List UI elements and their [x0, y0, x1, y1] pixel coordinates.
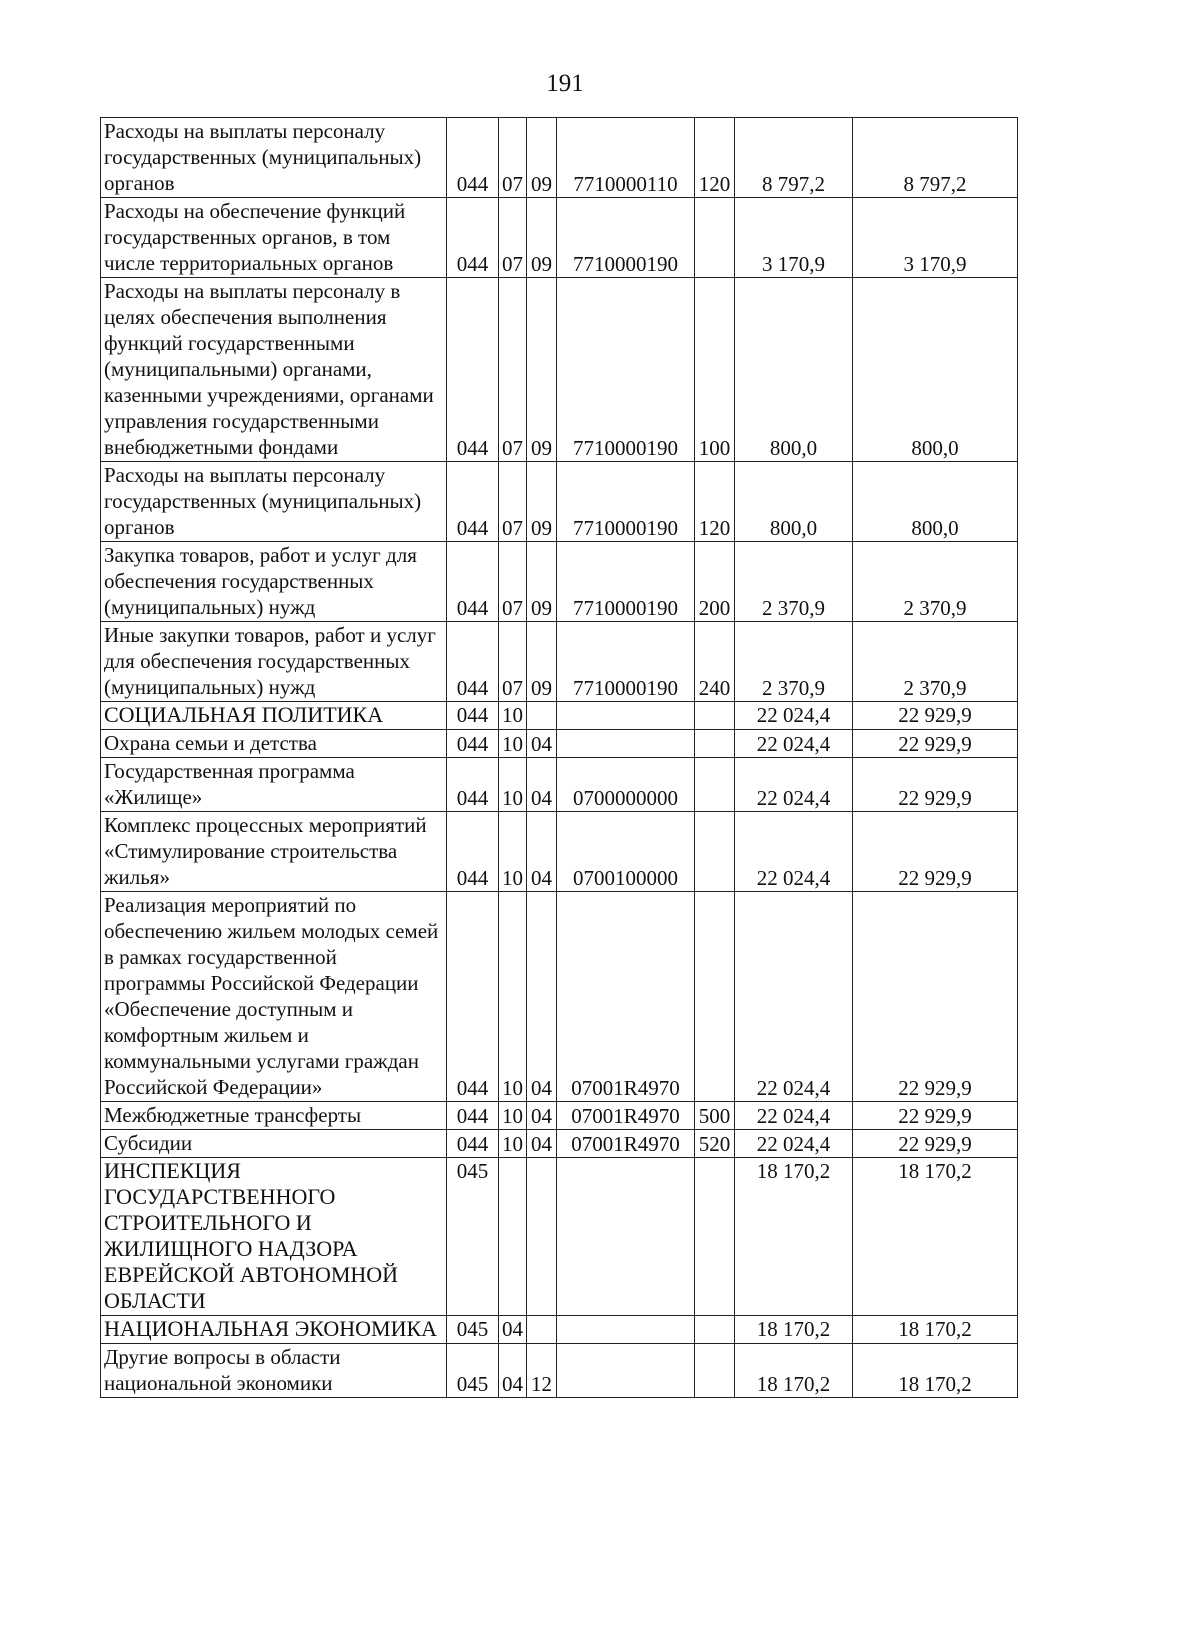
- row-name-cell: Государственная программа «Жилище»: [101, 758, 447, 812]
- table-row: [101, 812, 1018, 892]
- grbs-code-cell: 044: [447, 542, 499, 622]
- amount-year1-cell: 800,0: [735, 278, 853, 462]
- row-name-cell: Другие вопросы в области национальной экономики: [101, 1344, 447, 1398]
- amount-year1-cell: 22 024,4: [735, 892, 853, 1102]
- subsection-code-cell: 09: [527, 278, 557, 462]
- row-name-cell: Охрана семьи и детства: [101, 730, 447, 758]
- row-name-cell: ИНСПЕКЦИЯ ГОСУДАРСТВЕННОГО СТРОИТЕЛЬНОГО И ЖИЛИЩНОГО НАДЗОРА ЕВРЕЙСКОЙ АВТОНОМНОЙ ОБЛАСТИ: [101, 1158, 447, 1316]
- section-code-cell: 07: [499, 118, 527, 198]
- amount-year1-cell: 22 024,4: [735, 812, 853, 892]
- target-article-cell: [557, 1158, 695, 1316]
- expense-type-cell: [695, 1344, 735, 1398]
- amount-year2-cell: 800,0: [853, 462, 1018, 542]
- target-article-cell: [557, 730, 695, 758]
- target-article-cell: 7710000190: [557, 622, 695, 702]
- section-code-cell: 04: [499, 1316, 527, 1344]
- target-article-cell: 0700100000: [557, 812, 695, 892]
- grbs-code-cell: 044: [447, 622, 499, 702]
- amount-year2-cell: 800,0: [853, 278, 1018, 462]
- grbs-code-cell: 044: [447, 730, 499, 758]
- target-article-cell: 7710000190: [557, 278, 695, 462]
- grbs-code-cell: 044: [447, 1102, 499, 1130]
- subsection-code-cell: [527, 1316, 557, 1344]
- table-row: [101, 1344, 1018, 1398]
- amount-year2-cell: 22 929,9: [853, 1130, 1018, 1158]
- section-code-cell: 07: [499, 198, 527, 278]
- row-name-cell: СОЦИАЛЬНАЯ ПОЛИТИКА: [101, 702, 447, 730]
- subsection-code-cell: 09: [527, 542, 557, 622]
- subsection-code-cell: 09: [527, 462, 557, 542]
- target-article-cell: 07001R4970: [557, 892, 695, 1102]
- section-code-cell: 10: [499, 892, 527, 1102]
- target-article-cell: 0700000000: [557, 758, 695, 812]
- row-name-cell: Реализация мероприятий по обеспечению жильем молодых семей в рамках государственной программы Российской Федерации «Обеспечение доступным и комфортным жильем и коммунальными услугами граждан Российской Федерации»: [101, 892, 447, 1102]
- amount-year1-cell: 22 024,4: [735, 1102, 853, 1130]
- table-row: [101, 542, 1018, 622]
- table-row: [101, 1316, 1018, 1344]
- expense-type-cell: [695, 812, 735, 892]
- amount-year2-cell: 22 929,9: [853, 1102, 1018, 1130]
- page-number: 191: [546, 70, 584, 97]
- section-code-cell: 04: [499, 1344, 527, 1398]
- amount-year2-cell: 22 929,9: [853, 730, 1018, 758]
- amount-year2-cell: 22 929,9: [853, 702, 1018, 730]
- table-row: [101, 118, 1018, 198]
- table-row: [101, 198, 1018, 278]
- section-code-cell: 10: [499, 758, 527, 812]
- row-name-cell: Расходы на выплаты персоналу в целях обеспечения выполнения функций государственными (муниципальными) органами, казенными учреждениями, органами управления государственными внебюджетными фондами: [101, 278, 447, 462]
- amount-year2-cell: 18 170,2: [853, 1316, 1018, 1344]
- row-name-cell: Расходы на выплаты персоналу государственных (муниципальных) органов: [101, 462, 447, 542]
- row-name-cell: НАЦИОНАЛЬНАЯ ЭКОНОМИКА: [101, 1316, 447, 1344]
- amount-year1-cell: 22 024,4: [735, 702, 853, 730]
- amount-year1-cell: 22 024,4: [735, 758, 853, 812]
- target-article-cell: 7710000190: [557, 462, 695, 542]
- amount-year2-cell: 18 170,2: [853, 1158, 1018, 1316]
- amount-year2-cell: 2 370,9: [853, 622, 1018, 702]
- table-row: [101, 462, 1018, 542]
- amount-year1-cell: 800,0: [735, 462, 853, 542]
- amount-year2-cell: 22 929,9: [853, 892, 1018, 1102]
- subsection-code-cell: 04: [527, 892, 557, 1102]
- subsection-code-cell: [527, 1158, 557, 1316]
- subsection-code-cell: 04: [527, 1102, 557, 1130]
- grbs-code-cell: 045: [447, 1344, 499, 1398]
- target-article-cell: [557, 702, 695, 730]
- table-row: [101, 702, 1018, 730]
- amount-year1-cell: 22 024,4: [735, 1130, 853, 1158]
- expense-type-cell: 120: [695, 462, 735, 542]
- amount-year2-cell: 18 170,2: [853, 1344, 1018, 1398]
- grbs-code-cell: 044: [447, 198, 499, 278]
- subsection-code-cell: 09: [527, 118, 557, 198]
- amount-year1-cell: 18 170,2: [735, 1316, 853, 1344]
- subsection-code-cell: [527, 702, 557, 730]
- target-article-cell: 7710000190: [557, 542, 695, 622]
- amount-year1-cell: 2 370,9: [735, 622, 853, 702]
- section-code-cell: 07: [499, 278, 527, 462]
- target-article-cell: 07001R4970: [557, 1102, 695, 1130]
- expense-type-cell: [695, 1158, 735, 1316]
- table-row: [101, 892, 1018, 1102]
- expense-type-cell: [695, 730, 735, 758]
- row-name-cell: Комплекс процессных мероприятий «Стимулирование строительства жилья»: [101, 812, 447, 892]
- table-row: [101, 758, 1018, 812]
- table-row: [101, 622, 1018, 702]
- grbs-code-cell: 044: [447, 702, 499, 730]
- row-name-cell: Субсидии: [101, 1130, 447, 1158]
- amount-year1-cell: 3 170,9: [735, 198, 853, 278]
- section-code-cell: 10: [499, 1130, 527, 1158]
- section-code-cell: 10: [499, 812, 527, 892]
- section-code-cell: 10: [499, 1102, 527, 1130]
- amount-year2-cell: 22 929,9: [853, 812, 1018, 892]
- row-name-cell: Межбюджетные трансферты: [101, 1102, 447, 1130]
- budget-table-body: [101, 118, 1018, 1398]
- amount-year2-cell: 8 797,2: [853, 118, 1018, 198]
- target-article-cell: 7710000190: [557, 198, 695, 278]
- grbs-code-cell: 044: [447, 812, 499, 892]
- amount-year1-cell: 18 170,2: [735, 1344, 853, 1398]
- amount-year1-cell: 2 370,9: [735, 542, 853, 622]
- grbs-code-cell: 044: [447, 892, 499, 1102]
- subsection-code-cell: 09: [527, 198, 557, 278]
- row-name-cell: Закупка товаров, работ и услуг для обеспечения государственных (муниципальных) нужд: [101, 542, 447, 622]
- row-name-cell: Расходы на обеспечение функций государственных органов, в том числе территориальных органов: [101, 198, 447, 278]
- section-code-cell: 07: [499, 542, 527, 622]
- grbs-code-cell: 045: [447, 1158, 499, 1316]
- grbs-code-cell: 045: [447, 1316, 499, 1344]
- target-article-cell: [557, 1316, 695, 1344]
- expense-type-cell: [695, 1316, 735, 1344]
- amount-year1-cell: 22 024,4: [735, 730, 853, 758]
- table-row: [101, 1130, 1018, 1158]
- expense-type-cell: 520: [695, 1130, 735, 1158]
- subsection-code-cell: 12: [527, 1344, 557, 1398]
- expense-type-cell: 240: [695, 622, 735, 702]
- subsection-code-cell: 04: [527, 1130, 557, 1158]
- grbs-code-cell: 044: [447, 1130, 499, 1158]
- section-code-cell: 07: [499, 462, 527, 542]
- section-code-cell: 10: [499, 702, 527, 730]
- budget-table: [100, 117, 1018, 1398]
- expense-type-cell: [695, 758, 735, 812]
- expense-type-cell: [695, 702, 735, 730]
- expense-type-cell: [695, 892, 735, 1102]
- table-row: [101, 1158, 1018, 1316]
- subsection-code-cell: 04: [527, 730, 557, 758]
- amount-year1-cell: 18 170,2: [735, 1158, 853, 1316]
- amount-year2-cell: 3 170,9: [853, 198, 1018, 278]
- row-name-cell: Расходы на выплаты персоналу государственных (муниципальных) органов: [101, 118, 447, 198]
- grbs-code-cell: 044: [447, 758, 499, 812]
- expense-type-cell: 100: [695, 278, 735, 462]
- target-article-cell: [557, 1344, 695, 1398]
- amount-year1-cell: 8 797,2: [735, 118, 853, 198]
- table-row: [101, 1102, 1018, 1130]
- grbs-code-cell: 044: [447, 118, 499, 198]
- expense-type-cell: [695, 198, 735, 278]
- amount-year2-cell: 2 370,9: [853, 542, 1018, 622]
- expense-type-cell: 200: [695, 542, 735, 622]
- expense-type-cell: 120: [695, 118, 735, 198]
- target-article-cell: 7710000110: [557, 118, 695, 198]
- grbs-code-cell: 044: [447, 462, 499, 542]
- table-row: [101, 278, 1018, 462]
- subsection-code-cell: 04: [527, 812, 557, 892]
- section-code-cell: 07: [499, 622, 527, 702]
- section-code-cell: 10: [499, 730, 527, 758]
- subsection-code-cell: 09: [527, 622, 557, 702]
- target-article-cell: 07001R4970: [557, 1130, 695, 1158]
- subsection-code-cell: 04: [527, 758, 557, 812]
- amount-year2-cell: 22 929,9: [853, 758, 1018, 812]
- expense-type-cell: 500: [695, 1102, 735, 1130]
- section-code-cell: [499, 1158, 527, 1316]
- row-name-cell: Иные закупки товаров, работ и услуг для обеспечения государственных (муниципальных) нужд: [101, 622, 447, 702]
- table-row: [101, 730, 1018, 758]
- grbs-code-cell: 044: [447, 278, 499, 462]
